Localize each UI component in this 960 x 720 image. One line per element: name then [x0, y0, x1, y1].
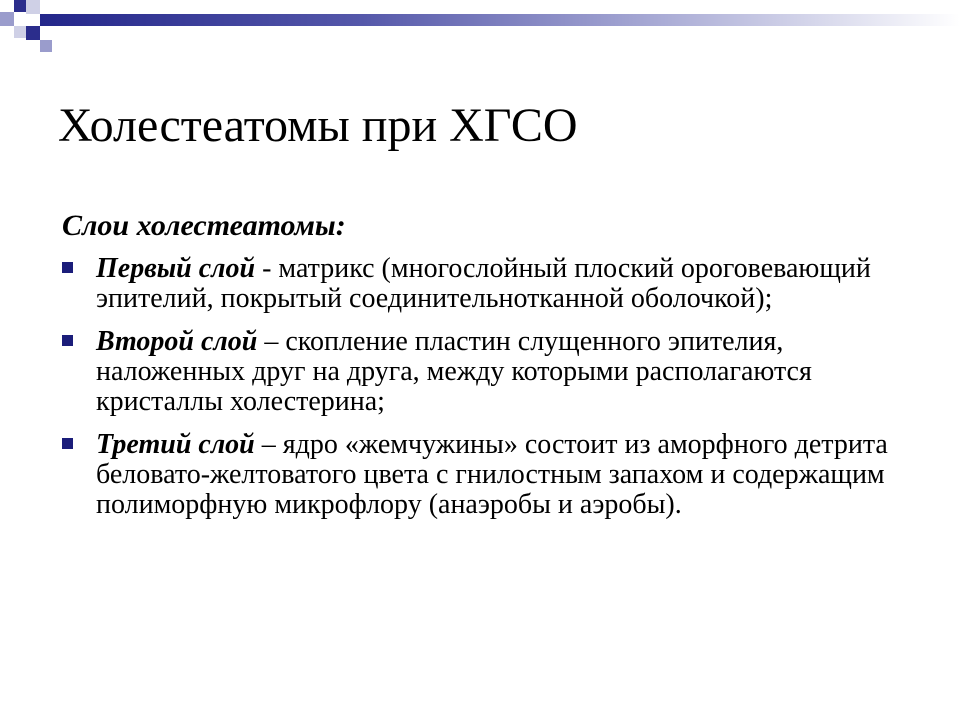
decor-square-mid: [40, 40, 52, 52]
list-item: [62, 327, 922, 417]
square-bullet-icon: [62, 335, 73, 346]
layer-term: Третий слой: [96, 429, 255, 460]
layer-description: - матрикс (многослойный плоский ороговевающий эпителий, покрытый соединительнотканной оболочкой);: [96, 253, 871, 314]
list-item: [62, 430, 922, 520]
slide-title: Холестеатомы при ХГСО: [58, 99, 578, 152]
square-bullet-icon: [62, 438, 73, 449]
layer-description: – скопление пластин слущенного эпителия, наложенных друг на друга, между которыми располагаются кристаллы холестерина;: [96, 326, 812, 417]
decor-square-mid: [0, 12, 14, 26]
decor-square-light: [26, 0, 40, 14]
decor-square-light: [14, 26, 26, 38]
decor-square-dark: [14, 0, 26, 12]
decor-square-dark: [26, 26, 40, 40]
slide-content: [62, 208, 922, 533]
layers-subheading: Слои холестеатомы:: [62, 209, 346, 242]
header-gradient-bar: [40, 14, 960, 26]
layer-description: – ядро «жемчужины» состоит из аморфного детрита беловато-желтоватого цвета с гнилостным запахом и содержащим полиморфную микрофлору (анаэробы и аэробы).: [96, 429, 888, 520]
header-decoration: [0, 0, 960, 80]
layer-term: Второй слой: [96, 326, 258, 357]
layer-term: Первый слой: [96, 253, 256, 284]
list-item: [62, 254, 922, 314]
square-bullet-icon: [62, 262, 73, 273]
layers-list: [62, 254, 922, 520]
